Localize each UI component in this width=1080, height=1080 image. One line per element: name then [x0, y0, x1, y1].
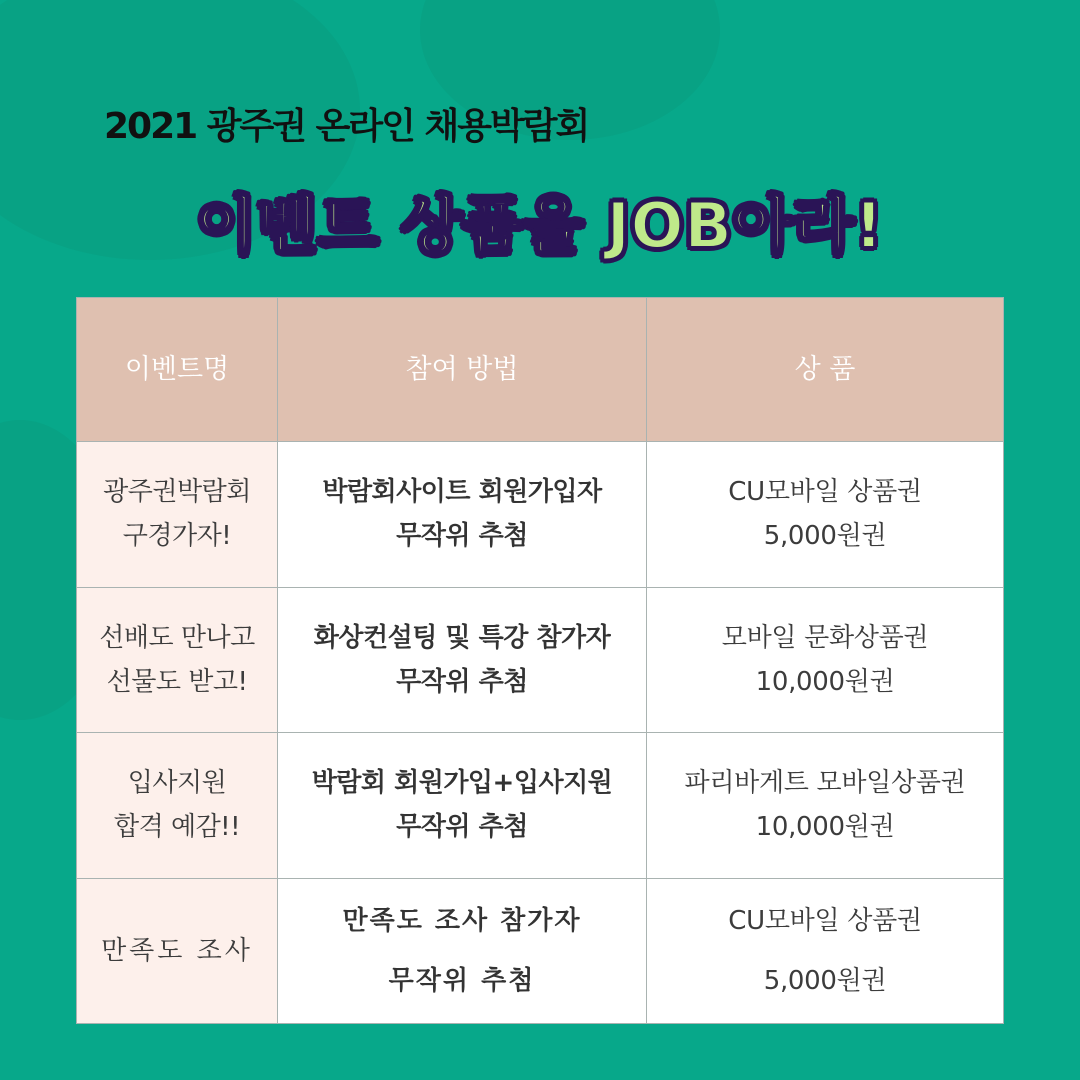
method-line: 무작위 추첨: [396, 666, 528, 697]
method-line: 무작위 추첨: [396, 521, 528, 552]
method-line: 무작위 추첨: [388, 965, 536, 996]
event-headline: [0, 176, 1080, 265]
event-name-cell: [77, 878, 278, 1024]
prize-line: 10,000원권: [755, 812, 895, 843]
event-name-line: 선물도 받고!: [106, 666, 248, 697]
prize-line: 파리바게트 모바일상품권: [684, 768, 966, 799]
table-row: [77, 733, 1004, 879]
event-name-cell: [77, 587, 278, 733]
event-table: [76, 297, 1004, 1024]
prize-line: CU모바일 상품권: [728, 477, 922, 508]
method-cell: [278, 587, 647, 733]
event-name-line: 광주권박람회: [103, 477, 251, 508]
prize-cell: [647, 878, 1004, 1024]
method-cell: [278, 442, 647, 588]
prize-line: 모바일 문화상품권: [721, 622, 929, 653]
event-name-cell: [77, 733, 278, 879]
event-name-line: 구경가자!: [122, 521, 232, 552]
prize-cell: [647, 733, 1004, 879]
prize-cell: [647, 587, 1004, 733]
event-subtitle: 2021 광주권 온라인 채용박람회: [104, 106, 589, 147]
event-name-line: 만족도 조사: [101, 935, 253, 966]
prize-line: 5,000원권: [763, 521, 887, 552]
prize-line: 5,000원권: [763, 965, 887, 996]
prize-line: 10,000원권: [755, 666, 895, 697]
event-name-line: 합격 예감!!: [113, 812, 241, 843]
method-cell: [278, 733, 647, 879]
method-cell: [278, 878, 647, 1024]
column-header-method: 참여 방법: [278, 298, 647, 442]
method-line: 만족도 조사 참가자: [342, 905, 582, 936]
prize-line: CU모바일 상품권: [728, 905, 922, 936]
table-row: [77, 587, 1004, 733]
prize-cell: [647, 442, 1004, 588]
method-line: 화상컨설팅 및 특강 참가자: [313, 622, 611, 653]
method-line: 무작위 추첨: [396, 812, 528, 843]
column-header-prize: 상 품: [647, 298, 1004, 442]
event-name-line: 선배도 만나고: [99, 622, 255, 653]
table-row: [77, 442, 1004, 588]
event-name-line: 입사지원: [127, 768, 227, 799]
method-line: 박람회 회원가입+입사지원: [311, 768, 613, 799]
table-header-row: [77, 298, 1004, 442]
table-row: [77, 878, 1004, 1024]
event-name-cell: [77, 442, 278, 588]
method-line: 박람회사이트 회원가입자: [322, 477, 602, 508]
headline-text: 이벤트 상품을 JOB아라!: [196, 189, 884, 262]
column-header-event: 이벤트명: [77, 298, 278, 442]
